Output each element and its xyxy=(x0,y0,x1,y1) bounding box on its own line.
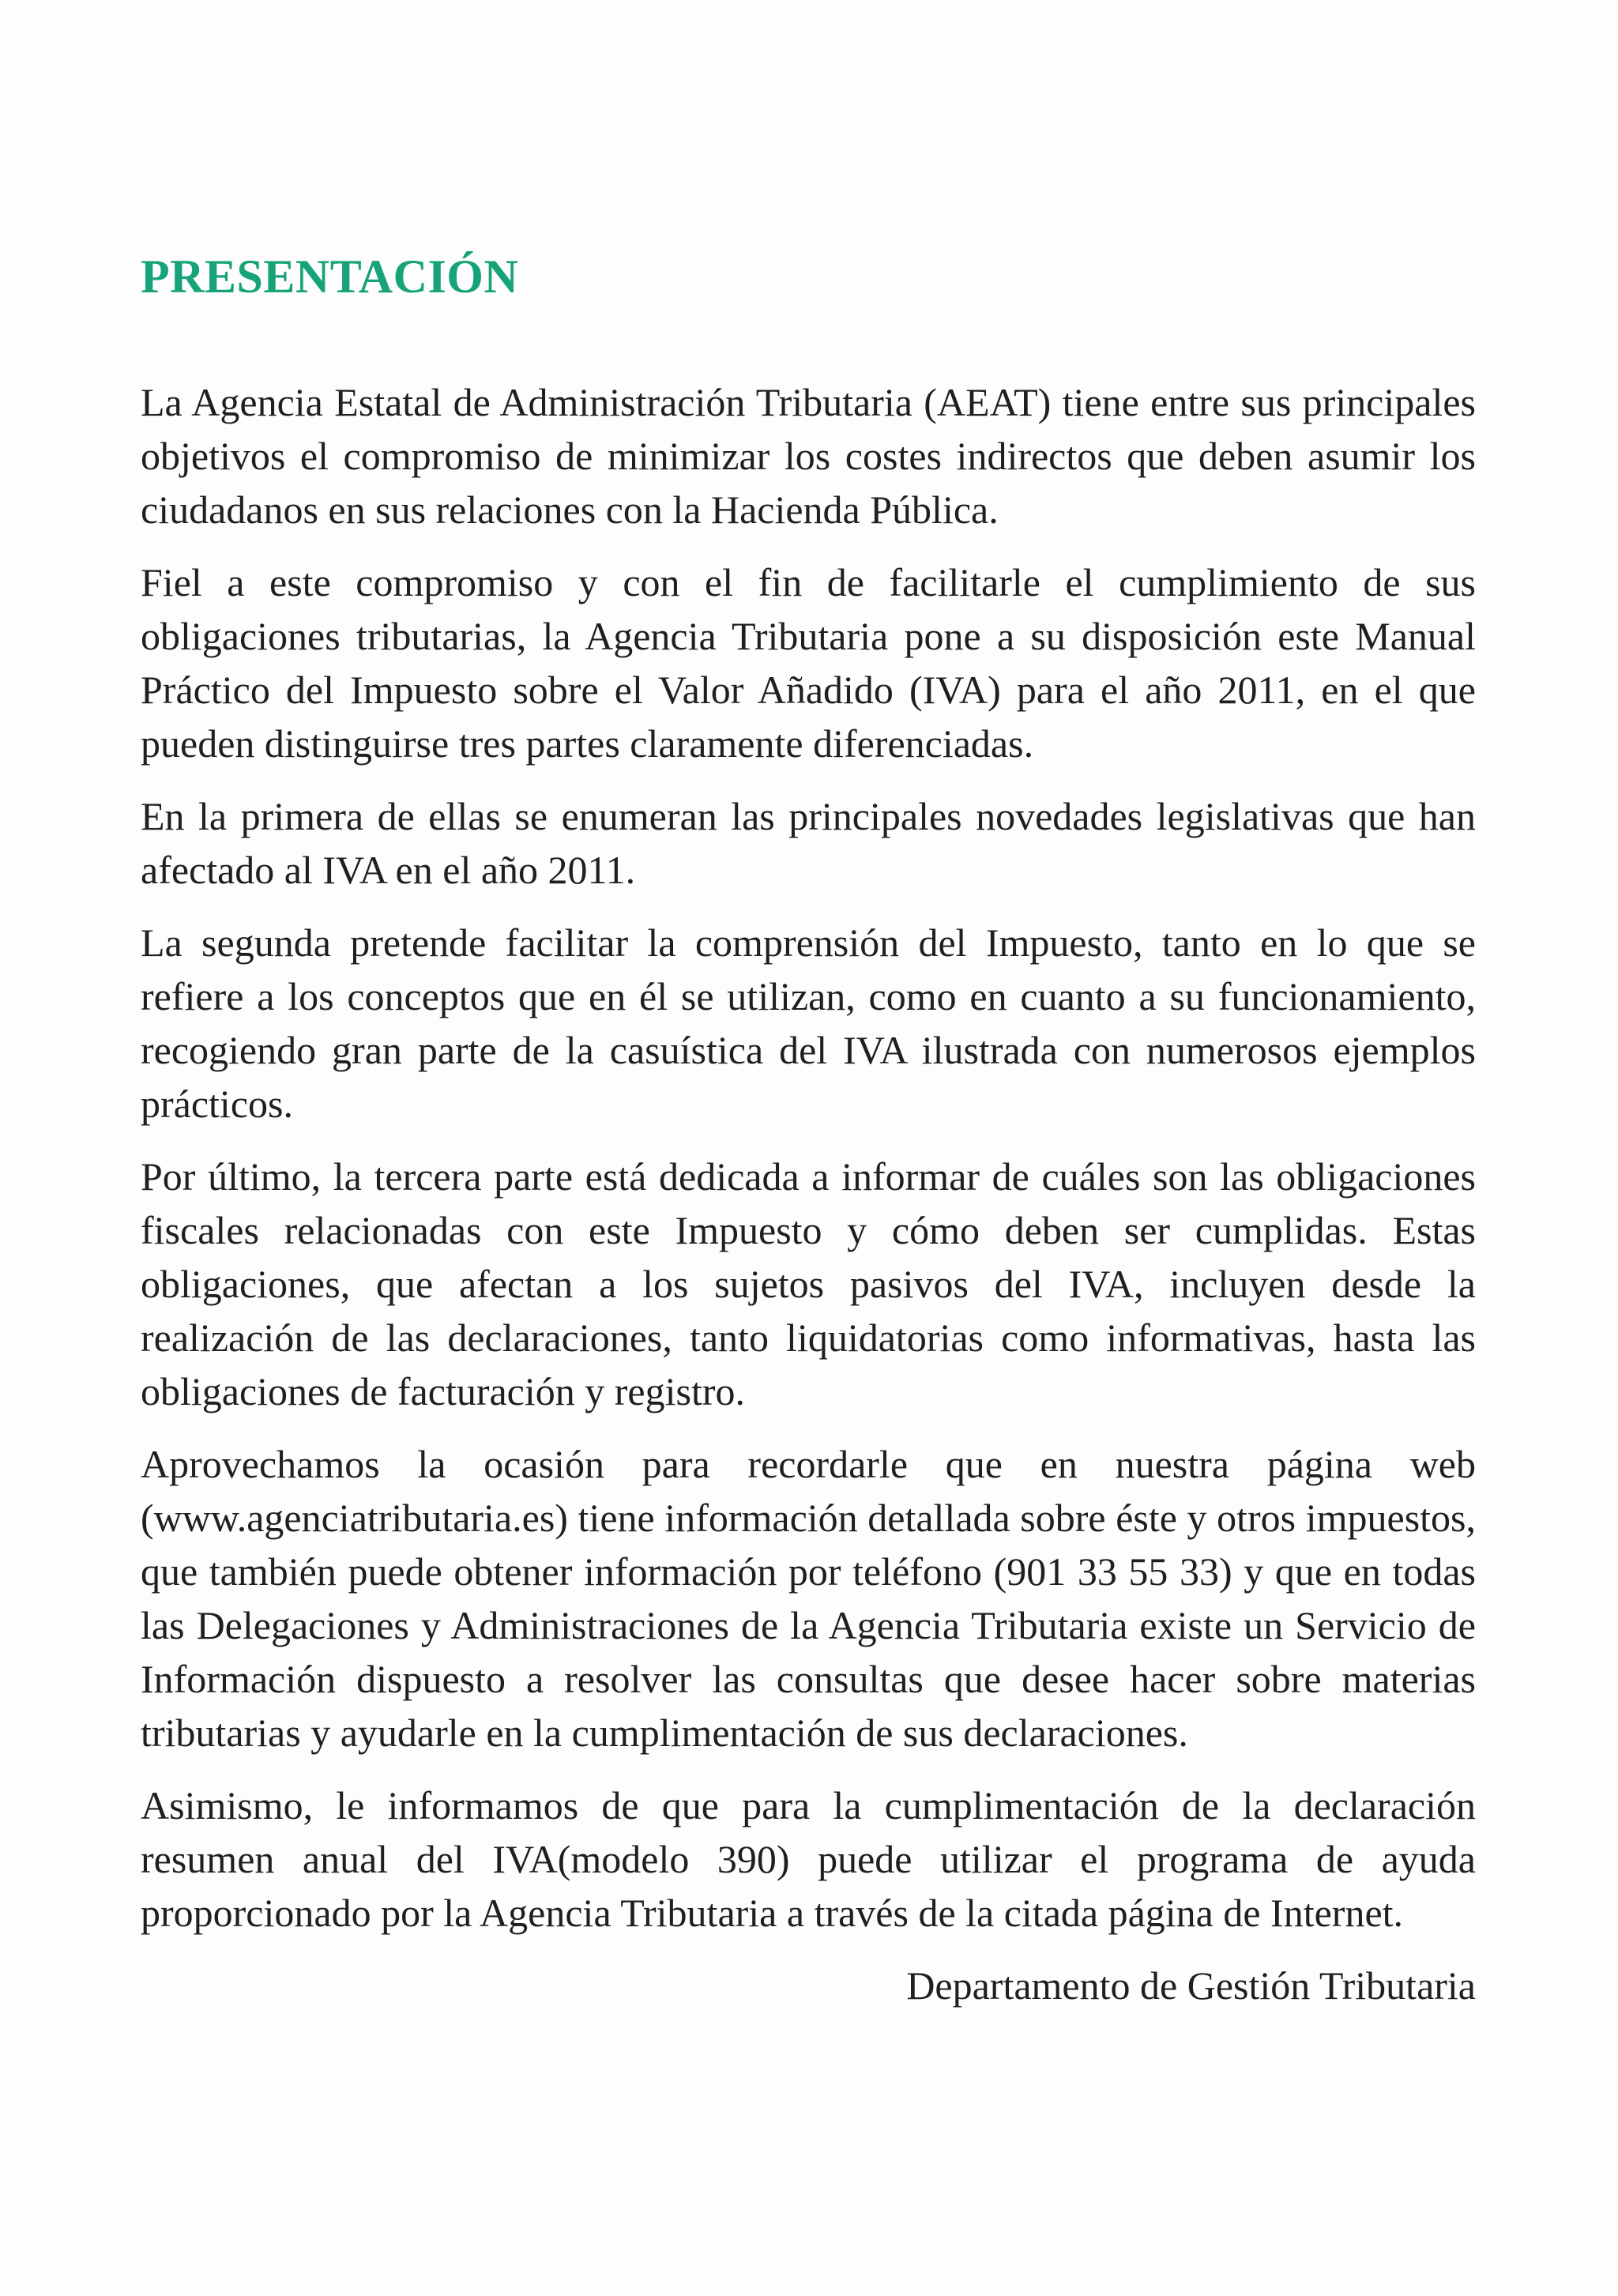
signature: Departamento de Gestión Tributaria xyxy=(906,1963,1476,2008)
paragraph-manual: Fiel a este compromiso y con el fin de facilitarle el cumplimiento de sus obligaciones tributarias, la Agencia Tributaria pone a su disposición este Manual Práctico del Impuesto sobre el Valor Añadido (IVA) para el año 2011, en el que pueden distinguirse tres partes claramente diferenciadas. xyxy=(141,560,1476,766)
document-body xyxy=(141,245,1476,2012)
paragraph-intro: La Agencia Estatal de Administración Tributaria (AEAT) tiene entre sus principales objetivos el compromiso de minimizar los costes indirectos que deben asumir los ciudadanos en sus relaciones con la Hacienda Pública. xyxy=(141,380,1476,532)
paragraph-help-program: Asimismo, le informamos de que para la cumplimentación de la declaración resumen anual del IVA(modelo 390) puede utilizar el programa de ayuda proporcionado por la Agencia Tributaria a través de la citada página de Internet. xyxy=(141,1783,1476,1935)
page-title: PRESENTACIÓN xyxy=(141,250,519,303)
paragraph-part-one: En la primera de ellas se enumeran las principales novedades legislativas que han afectado al IVA en el año 2011. xyxy=(141,794,1476,892)
paragraph-contact-info: Aprovechamos la ocasión para recordarle que en nuestra página web (www.agenciatributaria.es) tiene información detallada sobre éste y otros impuestos, que también puede obtener información por teléfono (901 33 55 33) y que en todas las Delegaciones y Administraciones de la Agencia Tributaria existe un Servicio de Información dispuesto a resolver las consultas que desee hacer sobre materias tributarias y ayudarle en la cumplimentación de sus declaraciones. xyxy=(141,1442,1476,1755)
paragraph-part-two: La segunda pretende facilitar la comprensión del Impuesto, tanto en lo que se refiere a los conceptos que en él se utilizan, como en cuanto a su funcionamiento, recogiendo gran parte de la casuística del IVA ilustrada con numerosos ejemplos prácticos. xyxy=(141,920,1476,1126)
paragraph-part-three: Por último, la tercera parte está dedicada a informar de cuáles son las obligaciones fiscales relacionadas con este Impuesto y cómo deben ser cumplidas. Estas obligaciones, que afectan a los sujetos pasivos del IVA, incluyen desde la realización de las declaraciones, tanto liquidatorias como informativas, hasta las obligaciones de facturación y registro. xyxy=(141,1154,1476,1413)
